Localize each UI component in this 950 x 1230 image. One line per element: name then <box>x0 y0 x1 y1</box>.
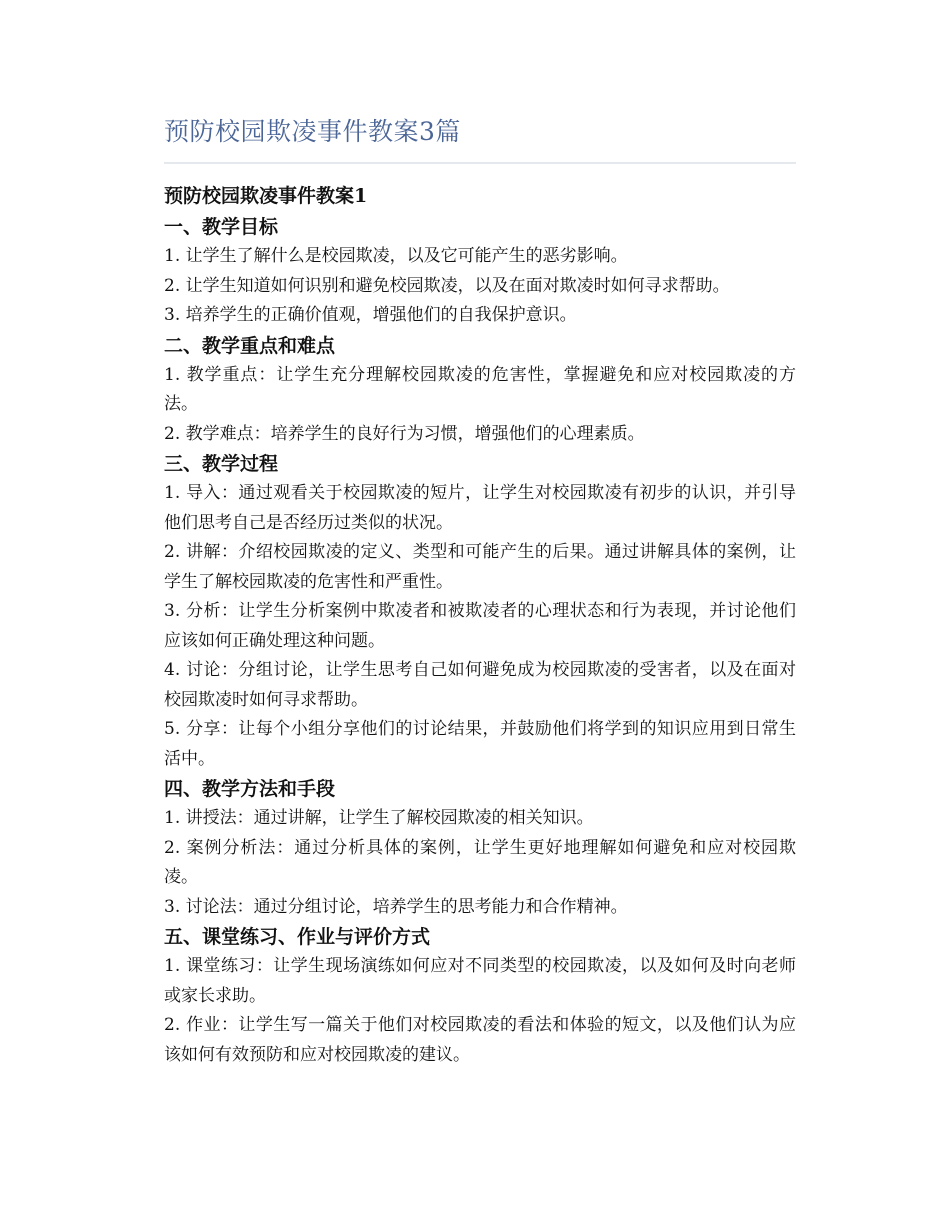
section-heading: 一、教学目标 <box>164 216 279 238</box>
section-heading: 五、课堂练习、作业与评价方式 <box>164 926 431 948</box>
document-title: 预防校园欺凌事件教案3篇 <box>164 117 461 146</box>
section-heading: 二、教学重点和难点 <box>164 334 336 357</box>
section-teaching-process <box>164 449 796 774</box>
list-item: 1. 课堂练习：让学生现场演练如何应对不同类型的校园欺凌，以及如何及时向老师或家长求助。 <box>164 956 796 1006</box>
section-heading: 三、教学过程 <box>164 453 279 475</box>
list-item: 5. 分享：让每个小组分享他们的讨论结果，并鼓励他们将学到的知识应用到日常生活中。 <box>164 719 796 769</box>
section-teaching-methods <box>164 774 796 922</box>
list-item: 3. 分析：让学生分析案例中欺凌者和被欺凌者的心理状态和行为表现，并讨论他们应该如何正确处理这种问题。 <box>164 601 796 651</box>
list-item: 1. 让学生了解什么是校园欺凌，以及它可能产生的恶劣影响。 <box>164 246 628 266</box>
list-item: 2. 讲解：介绍校园欺凌的定义、类型和可能产生的后果。通过讲解具体的案例，让学生了解校园欺凌的危害性和严重性。 <box>164 542 796 592</box>
list-item: 3. 培养学生的正确价值观，增强他们的自我保护意识。 <box>164 305 577 325</box>
list-item: 2. 教学难点：培养学生的良好行为习惯，增强他们的心理素质。 <box>164 423 645 444</box>
list-item: 2. 作业：让学生写一篇关于他们对校园欺凌的看法和体验的短文，以及他们认为应该如何有效预防和应对校园欺凌的建议。 <box>164 1015 796 1065</box>
list-item: 1. 教学重点：让学生充分理解校园欺凌的危害性，掌握避免和应对校园欺凌的方法。 <box>164 364 796 414</box>
section-heading: 四、教学方法和手段 <box>164 778 336 800</box>
section-key-points <box>164 331 796 450</box>
document-page <box>164 110 796 1070</box>
list-item: 2. 让学生知道如何识别和避免校园欺凌，以及在面对欺凌时如何寻求帮助。 <box>164 275 730 296</box>
lesson-plan-title: 预防校园欺凌事件教案1 <box>164 185 368 207</box>
title-divider <box>164 162 796 164</box>
section-teaching-objectives <box>164 212 796 331</box>
list-item: 1. 讲授法：通过讲解，让学生了解校园欺凌的相关知识。 <box>164 808 594 828</box>
list-item: 3. 讨论法：通过分组讨论，培养学生的思考能力和合作精神。 <box>164 896 628 917</box>
list-item: 1. 导入：通过观看关于校园欺凌的短片，让学生对校园欺凌有初步的认识，并引导他们思考自己是否经历过类似的状况。 <box>164 483 796 533</box>
list-item: 4. 讨论：分组讨论，让学生思考自己如何避免成为校园欺凌的受害者，以及在面对校园欺凌时如何寻求帮助。 <box>164 660 796 710</box>
section-exercises-homework <box>164 922 796 1070</box>
list-item: 2. 案例分析法：通过分析具体的案例，让学生更好地理解如何避免和应对校园欺凌。 <box>164 837 796 887</box>
